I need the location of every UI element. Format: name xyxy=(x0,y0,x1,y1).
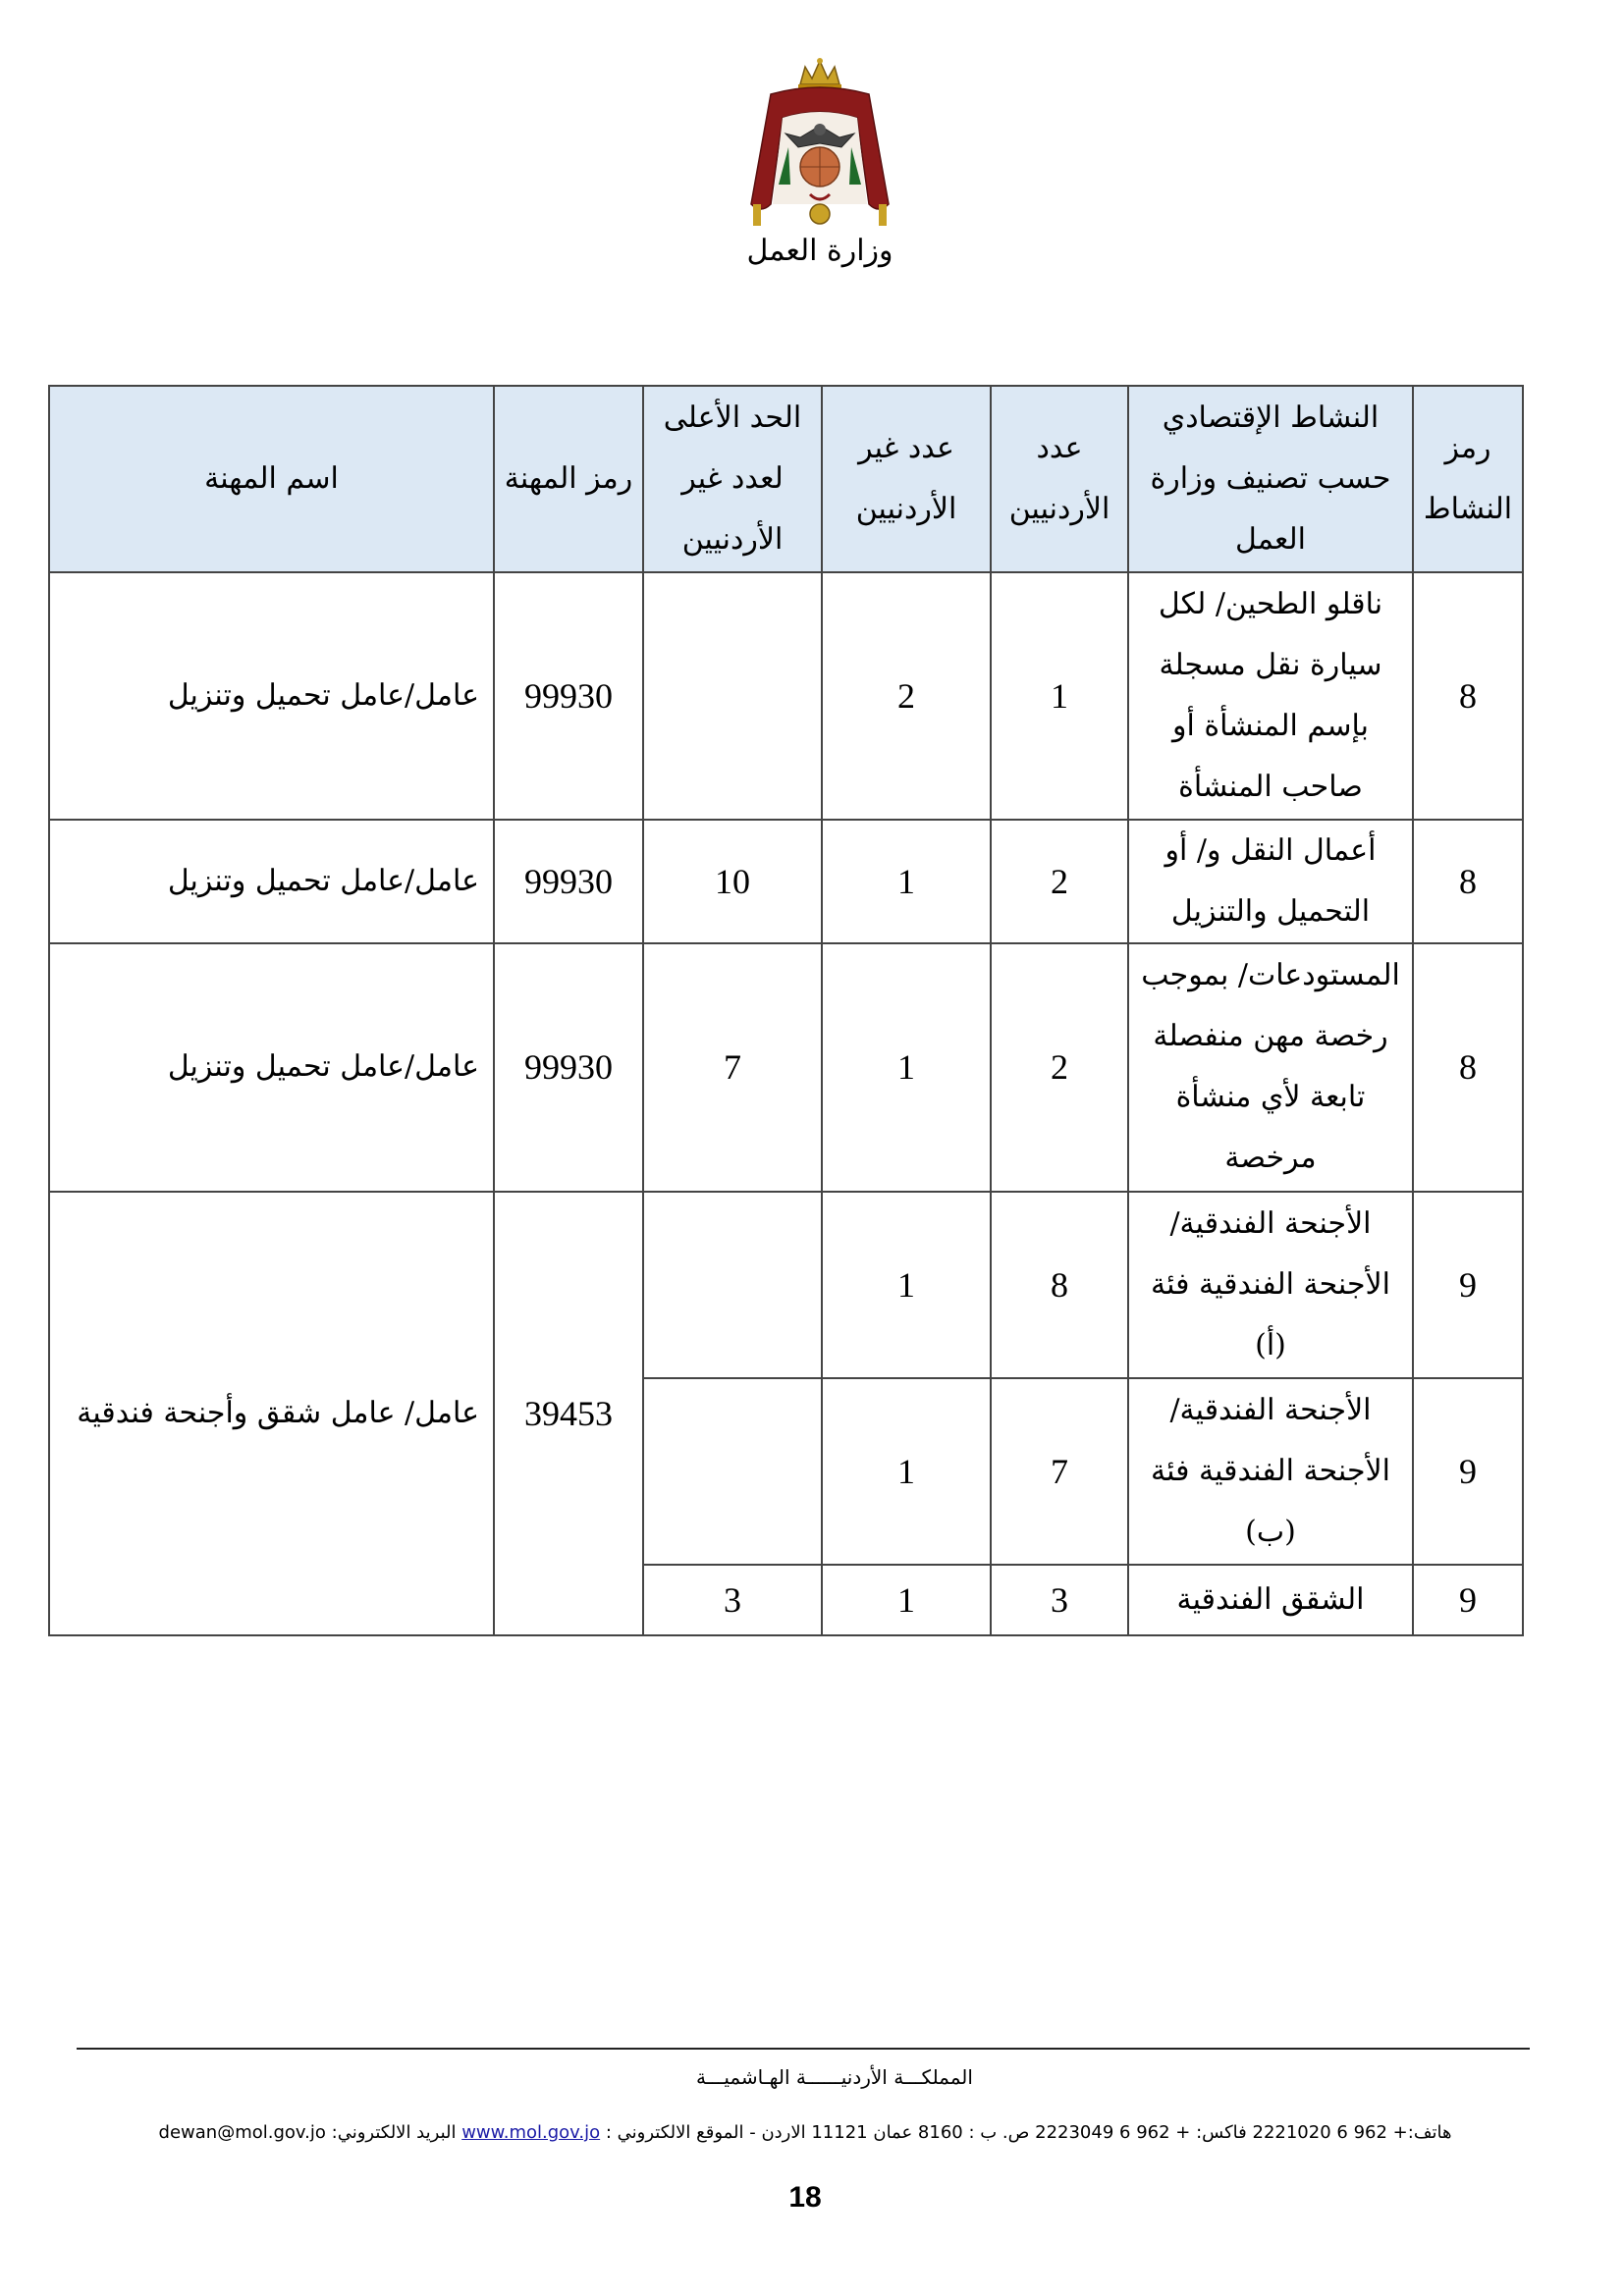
occupation-code-cell: 39453 xyxy=(494,1192,643,1635)
max-non-jordanians-cell xyxy=(643,572,822,820)
jordan-coat-of-arms-icon xyxy=(731,57,908,239)
jordanians-cell: 2 xyxy=(991,820,1128,943)
activity-code-cell: 9 xyxy=(1413,1192,1523,1378)
occupation-code-cell: 99930 xyxy=(494,820,643,943)
occupations-table xyxy=(48,385,1524,1636)
occupation-code-cell: 99930 xyxy=(494,572,643,820)
jordanians-cell: 1 xyxy=(991,572,1128,820)
table-row xyxy=(49,943,1523,1191)
jordanians-cell: 2 xyxy=(991,943,1128,1191)
occupation-name-cell: عامل/عامل تحميل وتنزيل xyxy=(49,572,494,820)
footer-contact-suffix: البريد الالكتروني: dewan@mol.gov.jo xyxy=(158,2122,462,2143)
header-non-jordanians: عدد غير الأردنيين xyxy=(822,386,991,572)
max-non-jordanians-cell: 7 xyxy=(643,943,822,1191)
activity-code-cell: 8 xyxy=(1413,572,1523,820)
economic-activity-cell: أعمال النقل و/ أو التحميل والتنزيل xyxy=(1128,820,1413,943)
table-row xyxy=(49,572,1523,820)
max-non-jordanians-cell xyxy=(643,1378,822,1565)
header-occupation-code: رمز المهنة xyxy=(494,386,643,572)
non-jordanians-cell: 1 xyxy=(822,1378,991,1565)
header-activity-code: رمز النشاط xyxy=(1413,386,1523,572)
occupation-name-cell: عامل/ عامل شقق وأجنحة فندقية xyxy=(49,1192,494,1635)
non-jordanians-cell: 2 xyxy=(822,572,991,820)
header-occupation-name: اسم المهنة xyxy=(49,386,494,572)
footer-contact-prefix: هاتف:+ 962 6 2221020 فاكس: + 962 6 2223049 ص. ب : 8160 عمان 11121 الاردن - الموقع الالكتروني : xyxy=(600,2122,1452,2143)
non-jordanians-cell: 1 xyxy=(822,820,991,943)
ministry-name: وزارة العمل xyxy=(746,234,893,268)
economic-activity-cell: ناقلو الطحين/ لكل سيارة نقل مسجلة بإسم المنشأة أو صاحب المنشأة xyxy=(1128,572,1413,820)
activity-code-cell: 9 xyxy=(1413,1565,1523,1635)
activity-code-cell: 9 xyxy=(1413,1378,1523,1565)
jordanians-cell: 8 xyxy=(991,1192,1128,1378)
occupation-name-cell: عامل/عامل تحميل وتنزيل xyxy=(49,820,494,943)
header-economic-activity: النشاط الإقتصادي حسب تصنيف وزارة العمل xyxy=(1128,386,1413,572)
non-jordanians-cell: 1 xyxy=(822,1565,991,1635)
table-header-row xyxy=(49,386,1523,572)
website-link[interactable]: www.mol.gov.jo xyxy=(461,2122,601,2143)
footer-kingdom-name: المملكـــة الأردنيــــــة الهـاشميـــة xyxy=(696,2065,973,2089)
page-number: 18 xyxy=(788,2181,822,2214)
occupations-table-container xyxy=(48,385,1522,1636)
max-non-jordanians-cell: 10 xyxy=(643,820,822,943)
footer-contact-line xyxy=(98,2122,1512,2143)
table-row xyxy=(49,1192,1523,1378)
jordanians-cell: 3 xyxy=(991,1565,1128,1635)
header-jordanians: عدد الأردنيين xyxy=(991,386,1128,572)
economic-activity-cell: الأجنحة الفندقية/ الأجنحة الفندقية فئة (ب) xyxy=(1128,1378,1413,1565)
economic-activity-cell: الأجنحة الفندقية/ الأجنحة الفندقية فئة (أ) xyxy=(1128,1192,1413,1378)
occupation-name-cell: عامل/عامل تحميل وتنزيل xyxy=(49,943,494,1191)
jordanians-cell: 7 xyxy=(991,1378,1128,1565)
non-jordanians-cell: 1 xyxy=(822,1192,991,1378)
header-max-non-jordanians: الحد الأعلى لعدد غير الأردنيين xyxy=(643,386,822,572)
economic-activity-cell: الشقق الفندقية xyxy=(1128,1565,1413,1635)
non-jordanians-cell: 1 xyxy=(822,943,991,1191)
economic-activity-cell: المستودعات/ بموجب رخصة مهن منفصلة تابعة لأي منشأة مرخصة xyxy=(1128,943,1413,1191)
table-row xyxy=(49,820,1523,943)
max-non-jordanians-cell: 3 xyxy=(643,1565,822,1635)
footer-divider xyxy=(77,2048,1530,2050)
occupation-code-cell: 99930 xyxy=(494,943,643,1191)
max-non-jordanians-cell xyxy=(643,1192,822,1378)
activity-code-cell: 8 xyxy=(1413,943,1523,1191)
activity-code-cell: 8 xyxy=(1413,820,1523,943)
